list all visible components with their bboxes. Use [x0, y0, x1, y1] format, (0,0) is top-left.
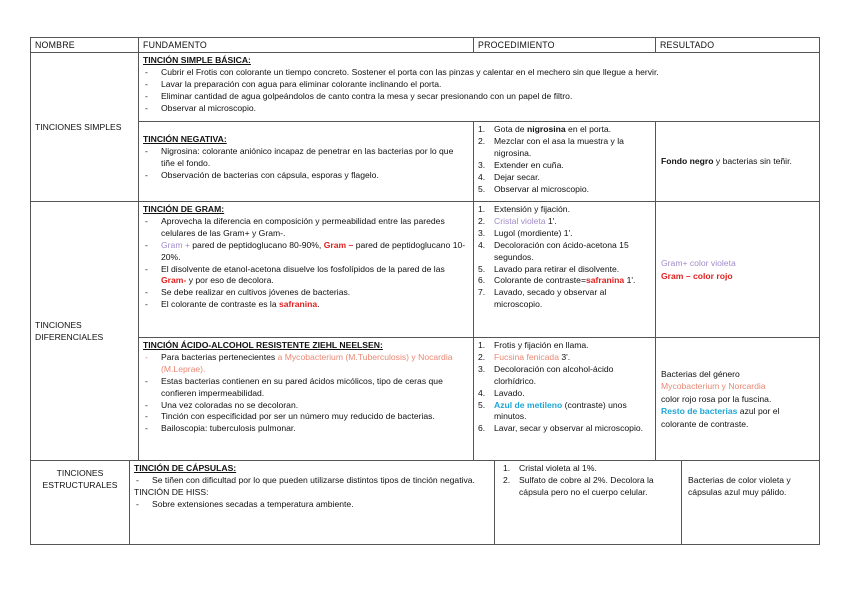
list-item: 3. Lugol (mordiente) 1'. — [478, 227, 573, 238]
header-resultado-label: RESULTADO — [660, 40, 715, 50]
list-item: 3. Extender en cuña. — [478, 159, 564, 170]
list-item: 4. Dejar secar. — [478, 171, 540, 182]
tincion-capsulas-resultado — [681, 460, 820, 545]
gram-negative-result: Gram – color rojo — [661, 270, 733, 281]
header-procedimiento-label: PROCEDIMIENTO — [478, 40, 555, 50]
header-fundamento — [138, 37, 474, 53]
tincion-ziehl-resultado: Bacterias del género Mycobacterium y Norcardia color rojo rosa por la fuscina. Resto de bacterias azul por el colorante de contraste. — [655, 337, 820, 461]
header-nombre — [30, 37, 139, 53]
hiss-title: TINCIÓN DE HISS: — [134, 486, 209, 497]
tincion-gram-resultado — [655, 201, 820, 338]
list-item: - Cubrir el Frotis con colorante un tiempo concreto. Sostener el porta con las pinzas y calentar en el mechero sin que llegue a hervir. — [145, 66, 659, 77]
list-item: - Gram + pared de peptidoglucano 80-90%, Gram – pared de peptidoglucano 10-20%. — [145, 239, 466, 262]
header-resultado — [655, 37, 820, 53]
list-item: 1. Cristal violeta al 1%. — [503, 463, 597, 473]
negativa-title: TINCIÓN NEGATIVA: — [143, 134, 227, 144]
ziehl-result-line: color rojo rosa por la fuscina. — [661, 393, 772, 404]
list-item: - Bailoscopia: tuberculosis pulmonar. — [145, 423, 296, 434]
result-fondo-negro: Fondo negro — [661, 156, 714, 167]
list-item: 2. Sulfato de cobre al 2%. Decolora la cápsula pero no el cuerpo celular. — [503, 474, 654, 497]
list-item: - Observar al microscopio. — [145, 102, 257, 113]
list-item: - Aprovecha la diferencia en composición y permeabilidad entre las paredes celulares de las Gram+ y Gram-. — [145, 215, 445, 238]
ziehl-title: TINCIÓN ÁCIDO-ALCOHOL RESISTENTE ZIEHL NEELSEN: — [143, 340, 383, 350]
header-fundamento-label: FUNDAMENTO — [143, 40, 207, 50]
ziehl-result-genus: Mycobacterium y Norcardia — [661, 381, 766, 392]
tincion-ziehl-procedimiento — [473, 337, 656, 461]
list-item: 5. Observar al microscopio. — [478, 183, 590, 194]
list-item: - El colorante de contraste es la safranina. — [145, 299, 320, 310]
list-item: 3. Decoloración con alcohol-ácido clorhídrico. — [478, 363, 614, 386]
ziehl-result-rest: Resto de bacterias — [661, 406, 738, 417]
list-item: 6. Colorante de contraste=safranina 1'. — [478, 275, 636, 286]
tincion-gram-procedimiento — [473, 201, 656, 338]
simples-label: TINCIONES SIMPLES — [35, 122, 122, 132]
estructurales-label: TINCIONES ESTRUCTURALES — [42, 468, 118, 490]
list-item: 5. Azul de metileno (contraste) unos minutos. — [478, 399, 627, 422]
tincion-capsulas-fundamento — [129, 460, 495, 545]
tincion-gram-fundamento — [138, 201, 474, 338]
capsulas-result: Bacterias de color violeta y cápsulas azul muy pálido. — [688, 475, 791, 497]
list-item: - Una vez coloradas no se decoloran. — [145, 399, 299, 410]
header-nombre-label: NOMBRE — [35, 40, 75, 50]
list-item: - Se tiñen con dificultad por lo que pueden utilizarse distintos tipos de tinción negativa. — [136, 474, 475, 485]
tincion-ziehl-fundamento — [138, 337, 474, 461]
ziehl-result-line: Bacterias del género — [661, 368, 740, 379]
simple-basica-title: TINCIÓN SIMPLE BÁSICA: — [143, 55, 251, 65]
list-item: 7. Lavado, secado y observar al microscopio. — [478, 287, 607, 310]
list-item: 1. Extensión y fijación. — [478, 204, 570, 214]
row-label-diferenciales — [30, 201, 139, 461]
tincion-simple-basica — [138, 52, 820, 122]
tincion-negativa-fundamento — [138, 121, 474, 202]
list-item: - El disolvente de etanol-acetona disuelve los fosfolípidos de la pared de las Gram- y por eso de decolora. — [145, 263, 445, 286]
list-item: 1. Frotis y fijación en llama. — [478, 340, 589, 350]
list-item: - Se debe realizar en cultivos jóvenes de bacterias. — [145, 287, 351, 298]
tincion-capsulas-procedimiento — [494, 460, 682, 545]
gram-positive-result: Gram+ color violeta — [661, 257, 736, 268]
header-procedimiento — [473, 37, 656, 53]
list-item: 5. Lavado para retirar el disolvente. — [478, 263, 620, 274]
gram-title: TINCIÓN DE GRAM: — [143, 204, 225, 214]
list-item: - Eliminar cantidad de agua golpeándolos de canto contra la mesa y secar presionando con un papel de filtro. — [145, 90, 573, 101]
list-item: - Para bacterias pertenecientes a Mycobacterium (M.Tuberculosis) y Nocardia (M.Leprae). — [145, 351, 453, 374]
tincion-negativa-resultado: Fondo negro y bacterias sin teñir. — [655, 121, 820, 202]
list-item: - Estas bacterias contienen en su pared ácidos micólicos, tipo de ceras que confieren impermeabilidad. — [145, 375, 443, 398]
list-item: - Tinción con especificidad por ser un número muy reducido de bacterias. — [145, 411, 435, 422]
capsulas-title: TINCIÓN DE CÁPSULAS: — [134, 463, 237, 473]
list-item: 6. Lavar, secar y observar al microscopio. — [478, 423, 644, 434]
list-item: - Observación de bacterias con cápsula, esporas y flagelo. — [145, 169, 379, 180]
list-item: 4. Lavado. — [478, 387, 525, 398]
list-item: 1. Gota de nigrosina en el porta. — [478, 124, 612, 134]
list-item: - Sobre extensiones secadas a temperatura ambiente. — [136, 498, 354, 509]
diferenciales-label: TINCIONES DIFERENCIALES — [35, 320, 104, 342]
list-item: 2. Mezclar con el asa la muestra y la nigrosina. — [478, 135, 624, 158]
list-item: - Lavar la preparación con agua para eliminar colorante inclinando el porta. — [145, 78, 442, 89]
list-item: 4. Decoloración con ácido-acetona 15 segundos. — [478, 239, 629, 262]
list-item: - Nigrosina: colorante aniónico incapaz de penetrar en las bacterias por lo que tiñe el fondo. — [145, 145, 454, 168]
list-item: 2. Cristal violeta 1'. — [478, 215, 557, 226]
list-item: 2. Fucsina fenicada 3'. — [478, 351, 571, 362]
tincion-negativa-procedimiento — [473, 121, 656, 202]
row-label-simples — [30, 52, 139, 202]
row-label-estructurales — [30, 460, 130, 545]
